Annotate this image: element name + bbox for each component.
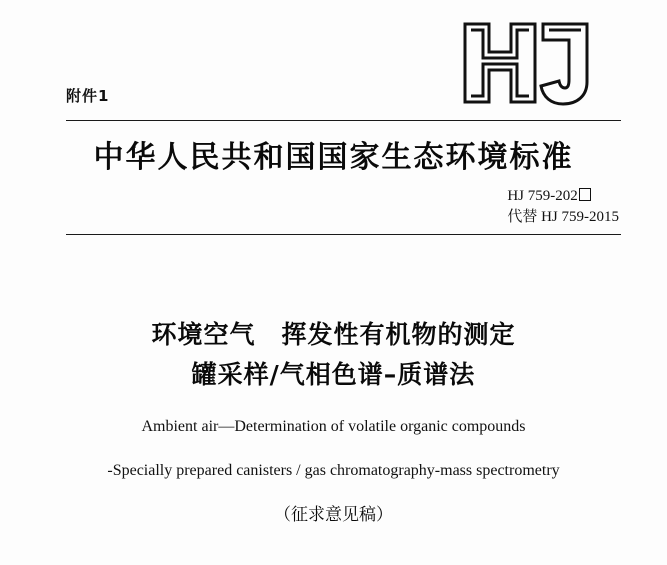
hj-logo-icon: [455, 18, 595, 108]
page-title: 中华人民共和国国家生态环境标准: [93, 140, 574, 175]
draft-notice: （征求意见稿）: [274, 505, 393, 525]
standard-number-line: [507, 186, 619, 207]
subject-title-en-line2: -Specially prepared canisters / gas chromatography-mass spectrometry: [107, 462, 560, 479]
standard-number-block: [507, 186, 619, 228]
divider-top: [66, 120, 621, 121]
subject-title-en-line1: Ambient air—Determination of volatile organic compounds: [141, 418, 526, 435]
divider-bottom: [66, 234, 621, 235]
attachment-label: 附件1: [66, 87, 110, 105]
subject-title-cn-line2: 罐采样/气相色谱–质谱法: [191, 360, 476, 389]
replaces-number: 代替 HJ 759-2015: [507, 209, 619, 225]
subject-title-cn-line1: 环境空气 挥发性有机物的测定: [151, 320, 516, 349]
placeholder-box-icon: [579, 188, 591, 201]
standard-number: HJ 759-202: [507, 188, 578, 204]
subject-title-cn: [0, 315, 667, 395]
